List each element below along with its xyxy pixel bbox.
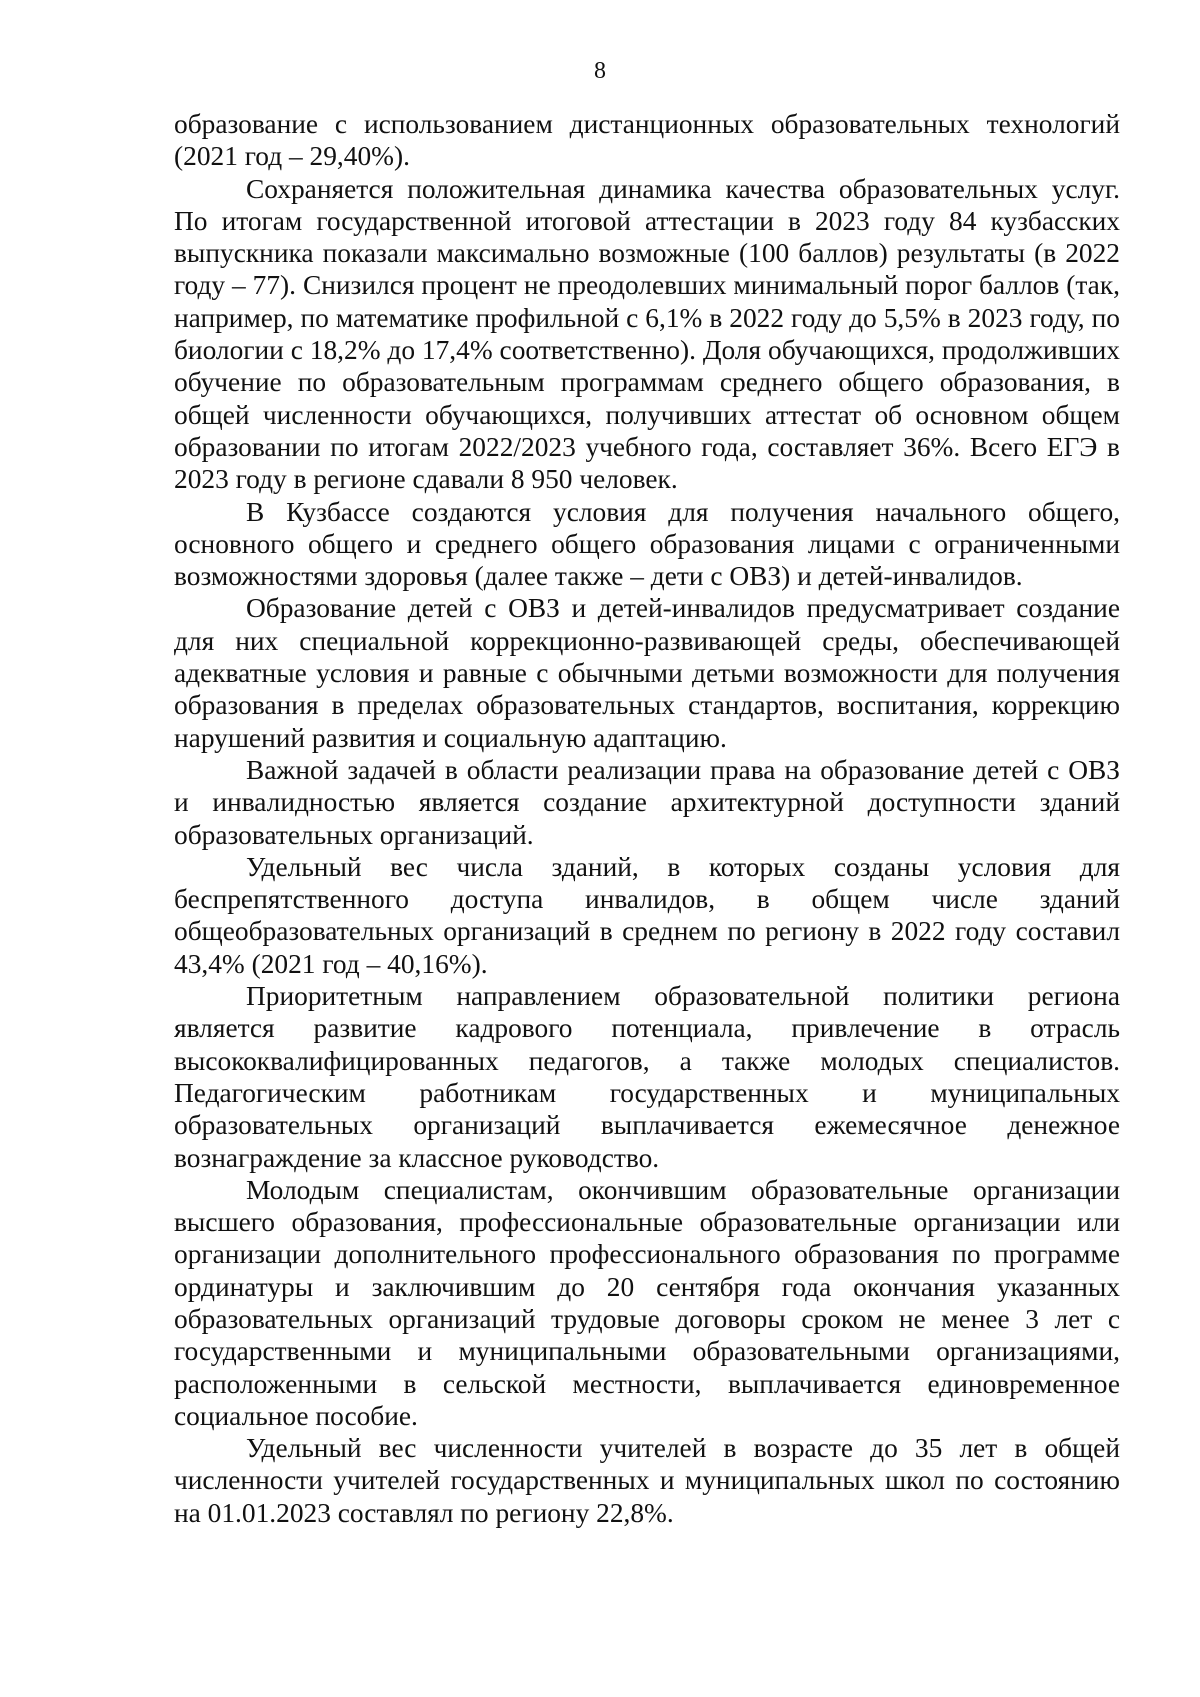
- paragraph-special-needs-education: Образование детей с ОВЗ и детей-инвалидов предусматривает создание для них специальной коррекционно-развивающей среды, обеспечивающей адекватные условия и равные с обычными детьми возможности для получения образования в пределах образовательных стандартов, воспитания, коррекцию нарушений развития и социальную адаптацию.: [174, 593, 1120, 753]
- paragraph-young-teachers-share: Удельный вес численности учителей в возрасте до 35 лет в общей численности учителей государственных и муниципальных школ по состоянию на 01.01.2023 составлял по региону 22,8%.: [174, 1433, 1120, 1528]
- paragraph-continuation: образование с использованием дистанционных образовательных технологий (2021 год – 29,40%).: [174, 109, 1120, 172]
- paragraph-young-specialists: Молодым специалистам, окончившим образовательные организации высшего образования, профессиональные образовательные организации или организации дополнительного профессионального образования по программе ординатуры и заключившим до 20 сентября года окончания указанных образовательных организаций трудовые договоры сроком не менее 3 лет с государственными и муниципальными образовательными организациями, расположенными в сельской местности, выплачивается единовременное социальное пособие.: [174, 1174, 1120, 1431]
- paragraph-staff-policy: Приоритетным направлением образовательной политики региона является развитие кадрового потенциала, привлечение в отрасль высококвалифицированных педагогов, а также молодых специалистов. Педагогическим работникам государственных и муниципальных образовательных организаций выплачивается ежемесячное денежное вознаграждение за классное руководство.: [174, 981, 1120, 1173]
- paragraph-exam-results: Сохраняется положительная динамика качества образовательных услуг. По итогам государственной итоговой аттестации в 2023 году 84 кузбасских выпускника показали максимально возможные (100 баллов) результаты (в 2022 году – 77). Снизился процент не преодолевших минимальный порог баллов (так, например, по математике профильной с 6,1% в 2022 году до 5,5% в 2023 году, по биологии с 18,2% до 17,4% соответственно). Доля обучающихся, продолживших обучение по образовательным программам среднего общего образования, в общей численности обучающихся, получивших аттестат об основном общем образовании по итогам 2022/2023 учебного года, составляет 36%. Всего ЕГЭ в 2023 году в регионе сдавали 8 950 человек.: [174, 173, 1120, 495]
- paragraph-accessible-buildings: Удельный вес числа зданий, в которых созданы условия для беспрепятственного доступа инвалидов, в общем числе зданий общеобразовательных организаций в среднем по региону в 2022 году составил 43,4% (2021 год – 40,16%).: [174, 851, 1120, 979]
- document-body: [174, 108, 1120, 1529]
- paragraph-accessibility-task: Важной задачей в области реализации права на образование детей с ОВЗ и инвалидностью является создание архитектурной доступности зданий образовательных организаций.: [174, 754, 1120, 850]
- paragraph-special-needs-conditions: В Кузбассе создаются условия для получения начального общего, основного общего и среднего общего образования лицами с ограниченными возможностями здоровья (далее также – дети с ОВЗ) и детей-инвалидов.: [174, 496, 1120, 592]
- page-number: 8: [594, 58, 606, 84]
